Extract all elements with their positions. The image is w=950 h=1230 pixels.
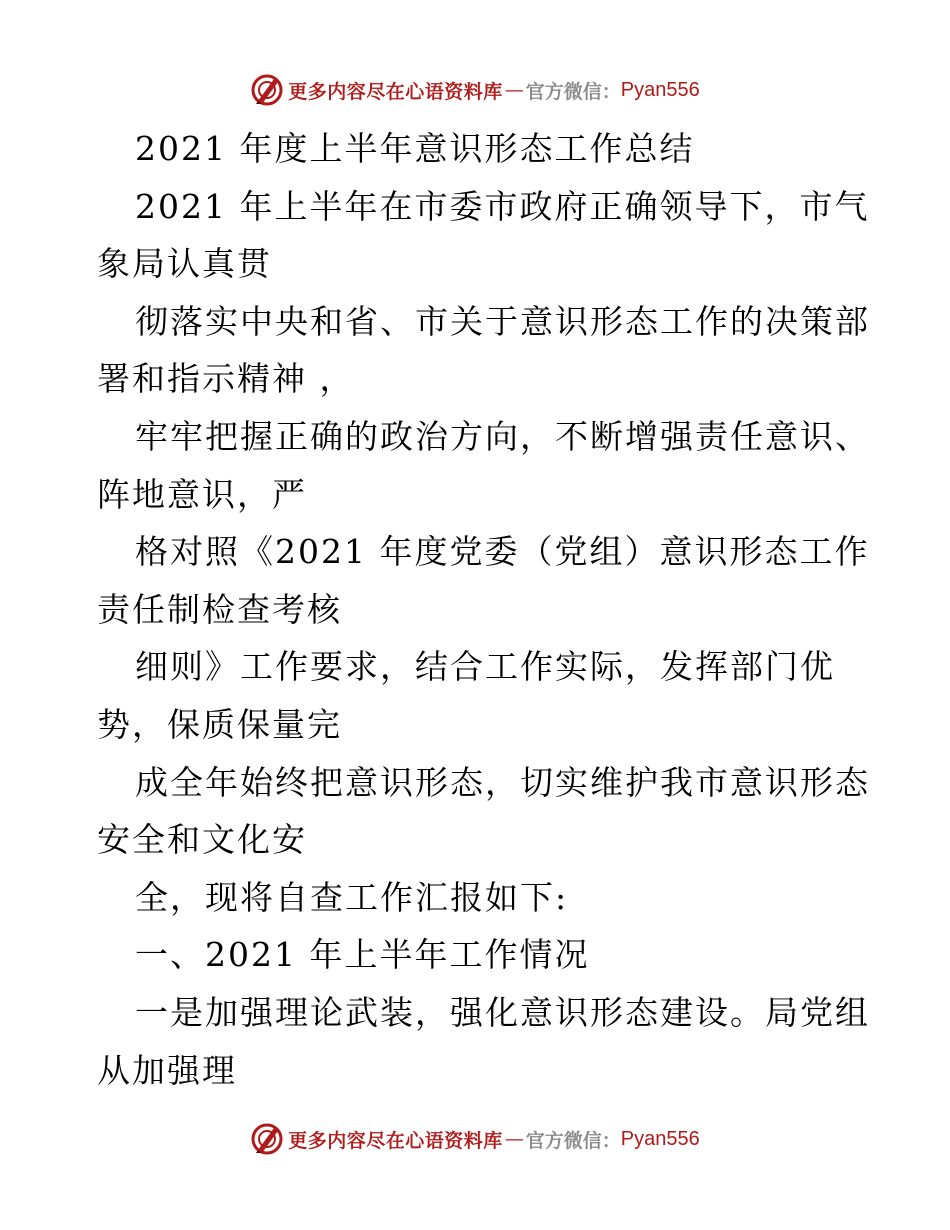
footer-dash: — (504, 1128, 524, 1150)
header-wechat-label: 官方微信： (525, 80, 621, 103)
paragraph-line: 责任制检查考核 (97, 589, 342, 629)
paragraph-line: 牢牢把握正确的政治方向，不断增强责任意识、 (135, 416, 870, 456)
paragraph-line: 势，保质保量完 (97, 704, 342, 744)
paragraph-line: 安全和文化安 (97, 820, 307, 860)
section-heading: 一、2021 年上半年工作情况 (135, 935, 590, 975)
paragraph-line: 成全年始终把意识形态，切实维护我市意识形态 (135, 762, 870, 802)
paragraph-line: 细则》工作要求，结合工作实际，发挥部门优 (135, 647, 835, 687)
footer-wechat-id: Pyan556 (620, 1127, 700, 1150)
footer-wechat-label: 官方微信： (525, 1129, 621, 1152)
footer-banner (0, 1119, 950, 1159)
document-title: 2021 年度上半年意识形态工作总结 (135, 129, 695, 168)
paragraph-line: 彻落实中央和省、市关于意识形态工作的决策部 (135, 301, 870, 341)
paragraph-line: 格对照《2021 年度党委（党组）意识形态工作 (135, 532, 870, 572)
paragraph-line: 一是加强理论武装，强化意识形态建设。局党组 (135, 992, 870, 1032)
header-wechat-id: Pyan556 (620, 78, 700, 101)
document-body (97, 120, 870, 1099)
header-banner (0, 70, 950, 110)
pen-logo-icon (250, 73, 284, 107)
pen-logo-icon (250, 1122, 284, 1156)
paragraph-line: 从加强理 (97, 1050, 237, 1090)
paragraph-line: 阵地意识，严 (97, 474, 307, 514)
footer-promo-text: 更多内容尽在心语资料库 (288, 1129, 503, 1152)
paragraph-line: 2021 年上半年在市委市政府正确领导下，市气 (135, 186, 870, 226)
paragraph-line: 全，现将自查工作汇报如下: (135, 877, 569, 917)
header-promo-text: 更多内容尽在心语资料库 (288, 80, 503, 103)
header-dash: — (504, 79, 524, 101)
paragraph-line: 象局认真贯 (97, 244, 272, 284)
paragraph-line: 署和指示精神 ， (97, 359, 355, 399)
